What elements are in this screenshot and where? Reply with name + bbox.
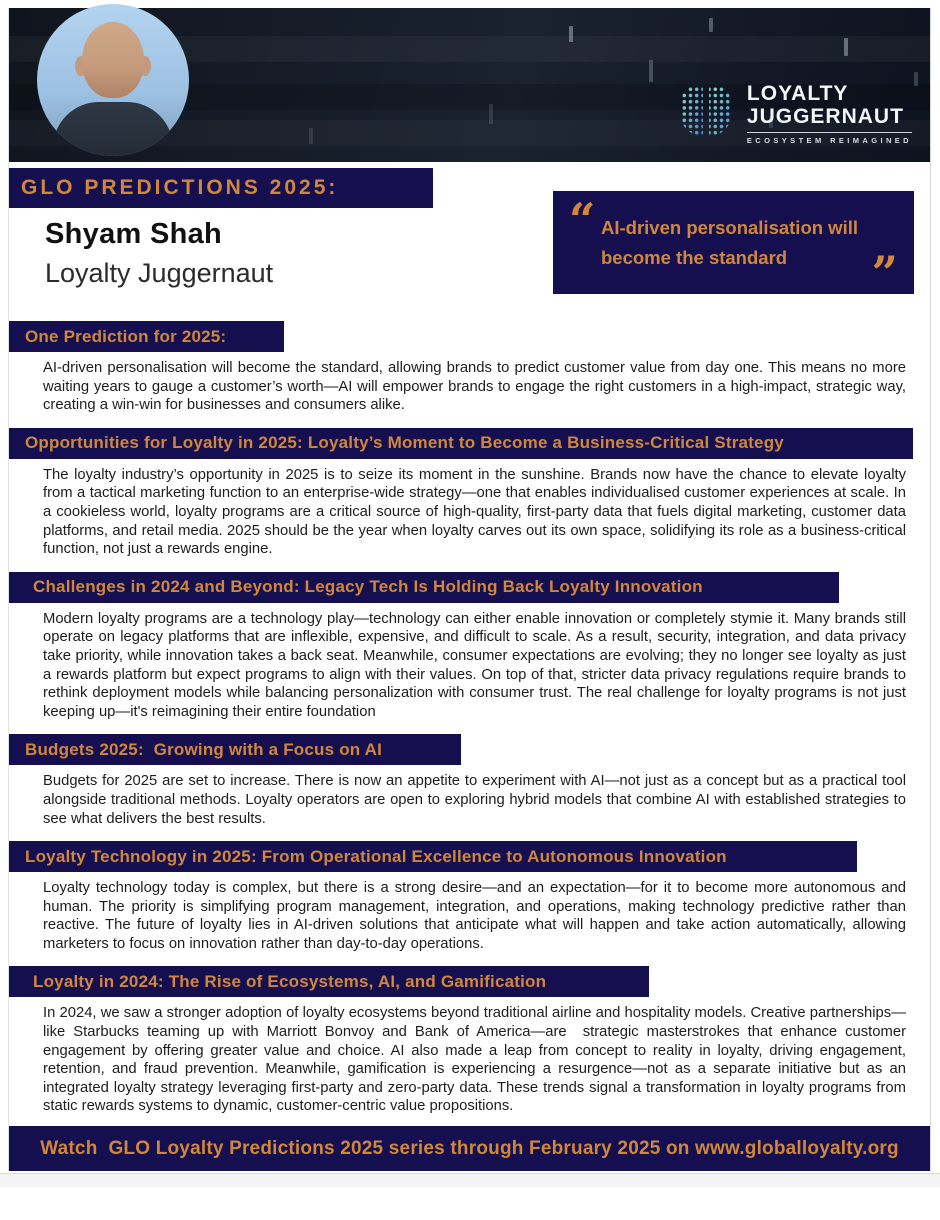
logo-tagline: ECOSYSTEM REIMAGINED (747, 132, 912, 145)
logo-line1: LOYALTY (746, 82, 849, 105)
section-body-opportunities: The loyalty industry’s opportunity in 2025 is to seize its moment in the sunshine. Brands now have the chance to elevate loyalty from a tactical marketing function to an enterprise-wide strategy—one that enables individualised customer experiences at scale. In a cookieless world, loyalty programs are a critical source of high-quality, first-party data that fuels digital marketing, customer data platforms, and retail media. 2025 should be the year when loyalty carves out its own space, solidifying its role as a business-critical function, not just a rewards engine. (43, 466, 906, 558)
header-banner (9, 8, 930, 162)
bottom-strip (0, 1173, 940, 1187)
section-body-loyalty-2024: In 2024, we saw a stronger adoption of loyalty ecosystems beyond traditional airline and hospitality models. Creative partnerships—like Starbucks teaming up with Marriott Bonvoy and Bank of America—are strategic masterstrokes that enhance customer engagement by offering greater value and choice. AI also made a leap from concept to reality in loyalty, driving engagement, retention, and fraud prevention. Meanwhile, gamification is experiencing a resurgence—not as a separate initiative but as an integrated loyalty strategy leveraging first-party and zero-party data. These trends signal a transformation in loyalty programs from static rewards systems to dynamic, customer-centric value propositions. (43, 1005, 906, 1115)
section-heading-one-prediction: One Prediction for 2025: (9, 321, 284, 352)
quote-text: AI-driven personalisation will become the standard (601, 217, 858, 268)
open-quote-icon: “ (569, 193, 596, 247)
speaker-name: Shyam Shah (45, 218, 223, 250)
title-badge: GLO PREDICTIONS 2025: (9, 168, 433, 208)
section-heading-technology: Loyalty Technology in 2025: From Operational Excellence to Autonomous Innovation (9, 841, 857, 872)
section-heading-loyalty-2024: Loyalty in 2024: The Rise of Ecosystems, AI, and Gamification (9, 966, 649, 997)
section-body-budgets: Budgets for 2025 are set to increase. There is now an appetite to experiment with AI—not just as a concept but as a practical tool alongside traditional methods. Loyalty operators are open to exploring hybrid models that combine AI with established strategies to see what delivers the best results. (43, 773, 906, 827)
section-body-one-prediction: AI-driven personalisation will become the standard, allowing brands to predict customer value from day one. This means no more waiting years to gauge a customer’s worth—AI will empower brands to engage the right customers in a high-impact, strategic way, creating a win-win for businesses and consumers alike. (43, 360, 906, 414)
section-heading-budgets: Budgets 2025: Growing with a Focus on AI (9, 734, 461, 765)
brain-logo-icon (675, 80, 737, 147)
speaker-company: Loyalty Juggernaut (45, 258, 274, 288)
close-quote-icon: ” (871, 246, 898, 300)
footer-banner: Watch GLO Loyalty Predictions 2025 series through February 2025 on www.globalloyalty.org (9, 1126, 930, 1171)
intro-row (9, 193, 930, 308)
section-heading-challenges: Challenges in 2024 and Beyond: Legacy Tech Is Holding Back Loyalty Innovation (9, 572, 839, 603)
section-body-challenges: Modern loyalty programs are a technology play—technology can either enable innovation or completely stymie it. Many brands still operate on legacy platforms that are inflexible, expensive, and difficult to scale. As a result, security, integration, and data privacy take priority, while innovation takes a back seat. Meanwhile, consumer expectations are evolving; they no longer see loyalty as just a rewards platform but expect programs to align with their values. On top of that, stricter data privacy regulations require brands to rethink deployment models while balancing personalization with consumer trust. The real challenge for loyalty programs is not just keeping up—it's reimagining their entire foundation (43, 610, 906, 720)
logo-line2: JUGGERNAUT (746, 105, 904, 128)
section-heading-opportunities: Opportunities for Loyalty in 2025: Loyalty’s Moment to Become a Business-Critical Strategy (9, 428, 913, 459)
document-page (8, 8, 931, 1171)
speaker-photo (37, 4, 189, 156)
company-logo (675, 80, 912, 147)
quote-box (553, 191, 914, 300)
section-body-technology: Loyalty technology today is complex, but there is a strong desire—and an expectation—for it to become more autonomous and human. The priority is simplifying program management, integration, and operations, making technology predictive rather than reactive. The future of loyalty lies in AI-driven solutions that anticipate what will happen and take action automatically, allowing marketers to focus on innovation rather than day-to-day operations. (43, 880, 906, 952)
